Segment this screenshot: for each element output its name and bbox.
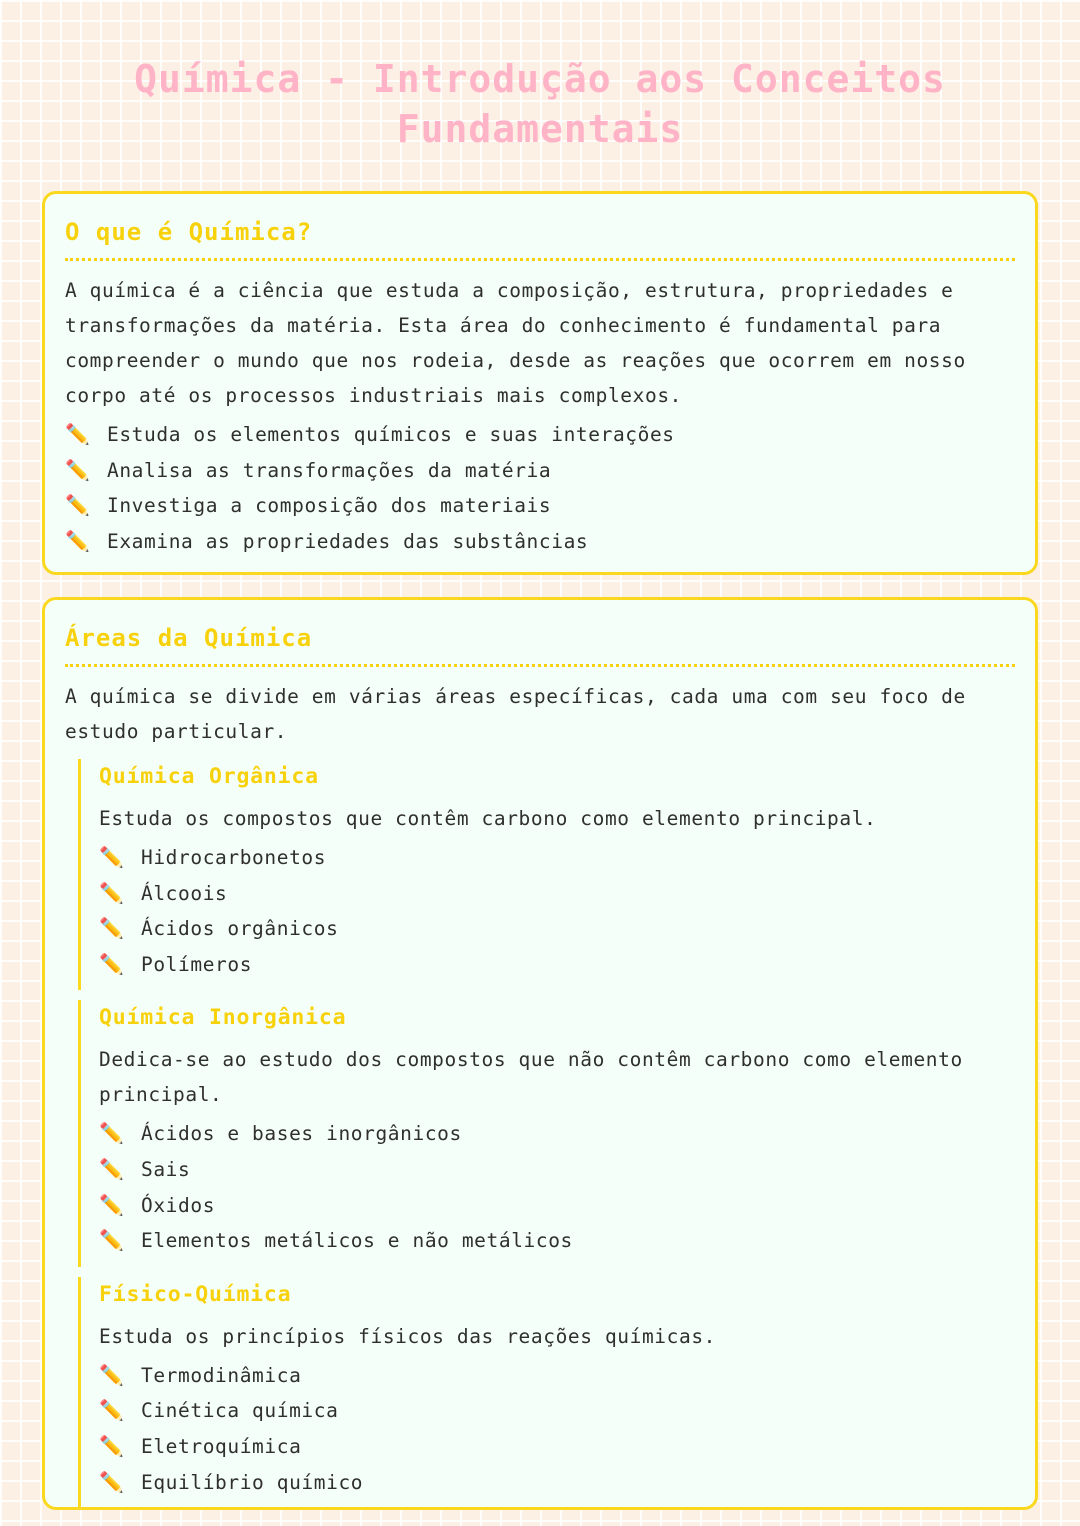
bullet-list (99, 1358, 1015, 1500)
bullet-list (99, 1116, 1015, 1258)
list-item-text: Termodinâmica (141, 1363, 302, 1387)
list-item (65, 524, 1015, 560)
list-item-text: Elementos metálicos e não metálicos (141, 1229, 573, 1253)
pencil-icon: ✏️ (65, 422, 91, 446)
list-item (99, 911, 1015, 947)
list-item-text: Ácidos orgânicos (141, 917, 339, 941)
list-item (99, 1188, 1015, 1224)
area-paragraph: Estuda os compostos que contêm carbono como elemento principal. (99, 807, 877, 830)
pencil-icon: ✏️ (99, 1469, 125, 1494)
bullet-list (99, 840, 1015, 982)
list-item-text: Estuda os elementos químicos e suas interações (107, 423, 675, 446)
area-organic-chemistry (78, 759, 1015, 990)
pencil-icon: ✏️ (99, 951, 125, 976)
list-item-text: Equilíbrio químico (141, 1470, 364, 1494)
pencil-icon: ✏️ (99, 1433, 125, 1458)
pencil-icon: ✏️ (65, 493, 91, 518)
list-item (65, 417, 1015, 453)
list-item-text: Cinética química (141, 1399, 339, 1423)
list-item-text: Hidrocarbonetos (141, 846, 327, 869)
section-heading: Áreas da Química (65, 620, 1015, 667)
pencil-icon: ✏️ (99, 1156, 125, 1181)
bullet-list (65, 417, 1015, 559)
list-item (99, 1223, 1015, 1259)
pencil-icon: ✏️ (65, 528, 91, 553)
pencil-icon: ✏️ (99, 845, 125, 869)
list-item (65, 488, 1015, 524)
pencil-icon: ✏️ (99, 1398, 125, 1423)
pencil-icon: ✏️ (99, 1362, 125, 1387)
pencil-icon: ✏️ (99, 1121, 125, 1146)
pencil-icon: ✏️ (99, 880, 125, 905)
list-item (65, 453, 1015, 489)
area-heading: Química Inorgânica (99, 1005, 347, 1031)
list-item (99, 840, 1015, 876)
section-paragraph: A química é a ciência que estuda a composição, estrutura, propriedades e transformações da matéria. Esta área do conhecimento é fundamental para compreender o mundo que nos rodeia, desde as reações que ocorrem em nosso corpo até os processos industriais mais complexos. (65, 279, 966, 407)
section-paragraph: A química se divide em várias áreas específicas, cada uma com seu foco de estudo particular. (65, 685, 966, 743)
list-item-text: Eletroquímica (141, 1434, 302, 1458)
area-paragraph: Dedica-se ao estudo dos compostos que não contêm carbono como elemento principal. (99, 1048, 963, 1107)
area-paragraph: Estuda os princípios físicos das reações químicas. (99, 1324, 716, 1348)
area-heading: Química Orgânica (99, 764, 319, 789)
area-heading: Físico-Química (99, 1281, 292, 1307)
list-item (99, 1393, 1015, 1429)
pencil-icon: ✏️ (99, 1228, 125, 1253)
pencil-icon: ✏️ (99, 916, 125, 941)
list-item-text: Álcoois (141, 881, 228, 905)
section-heading: O que é Química? (65, 214, 1015, 261)
area-inorganic-chemistry (78, 1000, 1015, 1266)
list-item (99, 1116, 1015, 1152)
page-title: Química - Introdução aos Conceitos Fundamentais (134, 57, 946, 151)
list-item-text: Investiga a composição dos materiais (107, 494, 552, 518)
pencil-icon: ✏️ (99, 1192, 125, 1217)
list-item-text: Sais (141, 1157, 191, 1181)
section-card-chemistry-areas (42, 597, 1038, 1510)
list-item (99, 876, 1015, 912)
pencil-icon: ✏️ (65, 457, 91, 482)
list-item-text: Analisa as transformações da matéria (107, 458, 552, 482)
list-item-text: Ácidos e bases inorgânicos (141, 1122, 462, 1146)
list-item-text: Óxidos (141, 1193, 216, 1217)
section-card-what-is-chemistry (42, 191, 1038, 575)
list-item-text: Polímeros (141, 952, 253, 976)
area-physical-chemistry (78, 1277, 1015, 1508)
list-item (99, 947, 1015, 983)
list-item-text: Examina as propriedades das substâncias (107, 529, 589, 553)
list-item (99, 1152, 1015, 1188)
list-item (99, 1465, 1015, 1501)
list-item (99, 1358, 1015, 1394)
list-item (99, 1429, 1015, 1465)
